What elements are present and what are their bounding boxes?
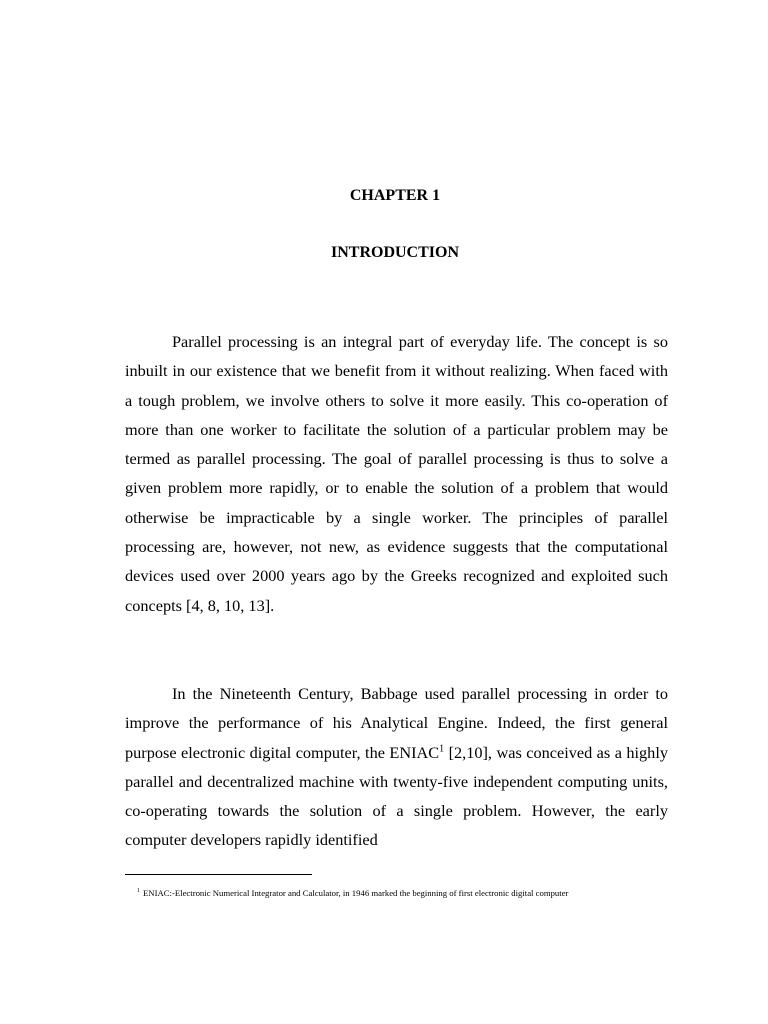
footnote-reference-1: 1 (439, 743, 445, 755)
body-paragraph-1: Parallel processing is an integral part of everyday life. The concept is so inbuilt in our existence that we benefit from it without realizing. When faced with a tough problem, we involve others to solve it more easily. This co-operation of more than one worker to facilitate the solution of a particular problem may be termed as parallel processing. The goal of parallel processing is thus to solve a given problem more rapidly, or to enable the solution of a problem that would otherwise be impracticable by a single worker. The principles of parallel processing are, however, not new, as evidence suggests that the computational devices used over 2000 years ago by the Greeks recognized and exploited such concepts [4, 8, 10, 13]. (125, 332, 668, 615)
paragraph-2-text-start: In the Nineteenth Century, Babbage used parallel processing in order to improve the performance of his Analytical Engine. Indeed, the first general purpose electronic digital computer, the ENIAC (125, 684, 668, 762)
chapter-heading: CHAPTER 1 (349, 187, 441, 204)
footnote-marker: 1 (137, 888, 140, 895)
footnote (137, 887, 697, 899)
footnote-separator (125, 874, 312, 875)
paragraph-2-text-end: [2,10], was conceived as a highly parallel and decentralized machine with twenty-five independent computing units, co-operating towards the solution of a single problem. However, the early computer developers rapidly identified (125, 742, 668, 850)
body-paragraph-2 (125, 679, 668, 855)
section-title: INTRODUCTION (330, 244, 459, 261)
footnote-text: ENIAC:-Electronic Numerical Integrator and Calculator, in 1946 marked the beginning of first electronic digital computer (143, 888, 569, 898)
